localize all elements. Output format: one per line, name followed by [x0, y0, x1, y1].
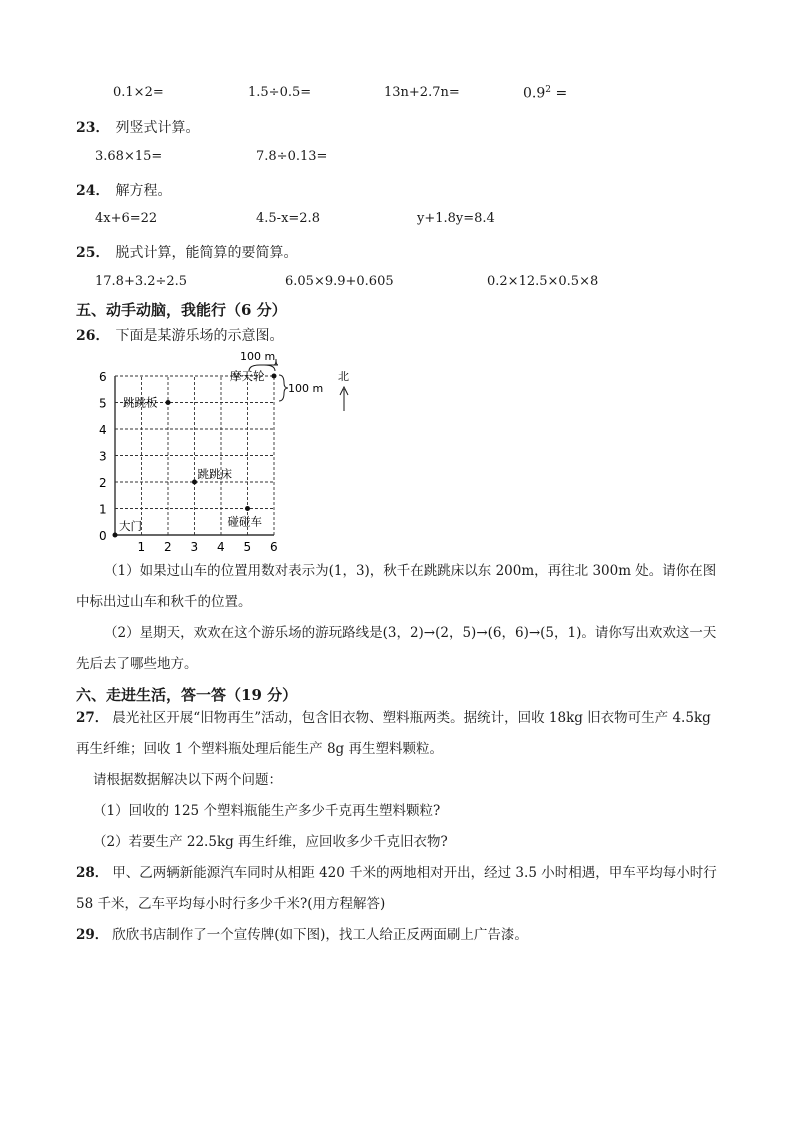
y-tick-label: 2	[99, 476, 107, 490]
x-tick-label: 1	[137, 540, 146, 554]
calc-a: 17.8+3.2÷2.5	[95, 274, 188, 289]
y-tick-label: 3	[99, 449, 107, 464]
q27-line3: 请根据数据解决以下两个问题：	[93, 772, 282, 788]
expr-1-5div0-5: 1.5÷0.5=	[248, 85, 312, 100]
place-label: 碰碰车	[227, 514, 262, 529]
x-tick-label: 4	[217, 540, 225, 554]
place-label: 跳跳床	[197, 467, 232, 481]
place-label: 大门	[119, 519, 142, 533]
scale-y-label: 100 m	[288, 382, 324, 395]
x-tick-label: 3	[190, 540, 199, 554]
y-tick-label: 0	[99, 529, 107, 543]
place-label: 跳跳板	[123, 395, 158, 410]
place-point	[166, 400, 171, 405]
q26-part2-line2: 先后去了哪些地方。	[76, 656, 198, 672]
q27-sub2: （2）若要生产 22.5kg 再生纤维，应回收多少千克旧衣物?	[93, 834, 448, 850]
expr-7-8div0-13: 7.8÷0.13=	[256, 149, 328, 164]
q27-sub1: （1）回收的 125 个塑料瓶能生产多少千克再生塑料颗粒?	[93, 803, 441, 819]
y-tick-label: 1	[99, 502, 107, 517]
q26-part1-line1: （1）如果过山车的位置用数对表示为(1，3)，秋千在跳跳床以东 200m，再往北 300m 处。请你在图	[104, 563, 717, 579]
x-tick-label: 2	[164, 540, 172, 554]
question-23: 23． 列竖式计算。	[76, 120, 200, 136]
equation-a: 4x+6=22	[95, 211, 158, 226]
q26-part1-line2: 中标出过山车和秋千的位置。	[76, 594, 252, 610]
x-tick-label: 5	[243, 540, 252, 554]
calc-b: 6.05×9.9+0.605	[285, 274, 394, 289]
q27-line1: 27． 晨光社区开展“旧物再生”活动，包含旧衣物、塑料瓶两类。据统计，回收 18kg 旧衣物可生产 4.5kg	[76, 710, 711, 726]
calc-c: 0.2×12.5×0.5×8	[487, 274, 599, 289]
y-tick-label: 5	[99, 396, 107, 411]
place-point	[272, 374, 277, 379]
q26-part2-line1: （2）星期天，欢欢在这个游乐场的游玩路线是(3，2)→(2，5)→(6，6)→(5，1)。请你写出欢欢这一天	[104, 625, 717, 641]
q28-line2: 58 千米，乙车平均每小时行多少千米?(用方程解答)	[76, 896, 386, 912]
section-5-title: 五、动手动脑，我能行（6 分）	[76, 301, 287, 319]
question-26: 26． 下面是某游乐场的示意图。	[76, 328, 284, 344]
section-6-title: 六、走进生活，答一答（19 分）	[76, 686, 298, 704]
place-point	[245, 506, 250, 511]
x-tick-label: 6	[270, 540, 278, 554]
question-25: 25． 脱式计算，能简算的要简算。	[76, 245, 298, 261]
q28-line1: 28． 甲、乙两辆新能源汽车同时从相距 420 千米的两地相对开出，经过 3.5 小时相遇，甲车平均每小时行	[76, 865, 717, 881]
equation-c: y+1.8y=8.4	[417, 211, 495, 226]
place-point	[113, 533, 118, 538]
expr-13n: 13n+2.7n=	[384, 85, 460, 100]
north-label: 北	[338, 370, 349, 383]
scale-brace-right	[279, 375, 288, 401]
y-tick-label: 6	[99, 370, 107, 384]
scale-x-label: 100 m	[240, 350, 276, 363]
place-label: 摩天轮	[230, 369, 265, 383]
y-tick-label: 4	[99, 423, 107, 437]
expr-0-9-squared: $0.9^2$ =	[523, 85, 568, 102]
equation-b: 4.5-x=2.8	[256, 211, 320, 226]
q27-line2: 再生纤维；回收 1 个塑料瓶处理后能生产 8g 再生塑料颗粒。	[76, 741, 443, 757]
amusement-park-map	[90, 345, 370, 560]
question-24: 24． 解方程。	[76, 183, 172, 199]
q29-line1: 29． 欣欣书店制作了一个宣传牌(如下图)，找工人给正反两面刷上广告漆。	[76, 927, 528, 943]
place-point	[192, 480, 197, 485]
expr-0-1x2: 0.1×2=	[113, 85, 164, 100]
expr-3-68x15: 3.68×15=	[95, 149, 163, 164]
